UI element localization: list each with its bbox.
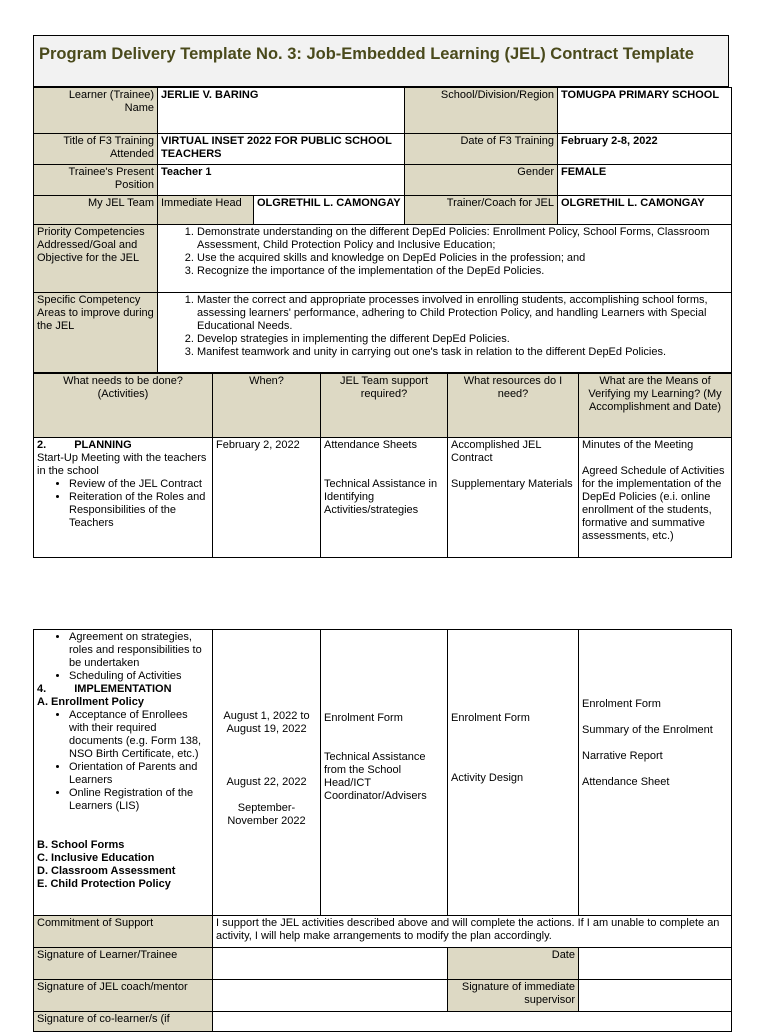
child-protection-item: E. Child Protection Policy (37, 878, 171, 890)
gender-label: Gender (405, 165, 558, 196)
list-item: • Acceptance of Enrollees with their required documents (e.g. Form 138, NSO Birth Certificate, etc.) (69, 709, 209, 761)
sig-supervisor-field (579, 980, 732, 1012)
planning-support (321, 438, 448, 558)
inclusive-education-item: C. Inclusive Education (37, 852, 155, 864)
specific-label: Specific Competency Areas to improve during the JEL (34, 293, 158, 373)
planning-verify (579, 438, 732, 558)
sig-colearner-field (213, 1012, 732, 1032)
list-item: 3. Recognize the importance of the implementation of the DepEd Policies. (197, 265, 728, 278)
list-item: 1. Demonstrate understanding on the different DepEd Policies: Enrollment Policy, School Forms, Classroom Assessment, Child Protection Policy and Inclusive Education; (197, 226, 728, 252)
support-1: Enrolment Form (324, 712, 403, 724)
list-item: • Review of the JEL Contract (69, 478, 209, 491)
learner-value: JERLIE V. BARING (158, 88, 405, 134)
position-value: Teacher 1 (158, 165, 405, 196)
activities-table (33, 373, 732, 558)
when-2: August 22, 2022 (226, 776, 307, 788)
implementation-support (321, 630, 448, 916)
header-support: JEL Team support required? (321, 374, 448, 438)
list-item: • Agreement on strategies, roles and responsibilities to be undertaken (69, 631, 209, 670)
sig-coach-field (213, 980, 448, 1012)
priority-list-cell (158, 225, 732, 293)
planning-title: PLANNING (74, 439, 132, 451)
planning-verify-2: Agreed Schedule of Activities for the implementation of the DepEd Policies (e.i. online enrollment of the students, formative and summative assessments, etc.) (582, 465, 725, 542)
planning-heading (37, 439, 209, 452)
implementation-title: IMPLEMENTATION (74, 683, 172, 695)
enrollment-heading: A. Enrollment Policy (37, 696, 144, 708)
list-item: • Scheduling of Activities (69, 670, 209, 683)
implementation-verify (579, 630, 732, 916)
implementation-cell (34, 630, 213, 916)
planning-bullets (37, 478, 209, 530)
planning-verify-1: Minutes of the Meeting (582, 439, 694, 451)
planning-when: February 2, 2022 (213, 438, 321, 558)
specific-list-cell (158, 293, 732, 373)
specific-list (161, 294, 728, 359)
sig-colearner-label: Signature of co-learner/s (if (34, 1012, 213, 1032)
commitment-label: Commitment of Support (34, 916, 213, 948)
planning-resource-1: Accomplished JEL Contract (451, 439, 542, 464)
list-item: • Online Registration of the Learners (LIS) (69, 787, 209, 813)
priority-list (161, 226, 728, 278)
list-item: 2. Use the acquired skills and knowledge on DepEd Policies in the profession; and (197, 252, 728, 265)
support-2: Technical Assistance from the School Head/ICT Coordinator/Advisers (324, 751, 427, 802)
resource-1: Enrolment Form (451, 712, 530, 724)
f3-title-value: VIRTUAL INSET 2022 FOR PUBLIC SCHOOL TEACHERS (158, 134, 405, 165)
planning-intro: Start-Up Meeting with the teachers in the school (37, 452, 207, 477)
date-label: Date (448, 948, 579, 980)
f3-date-value: February 2-8, 2022 (558, 134, 732, 165)
verify-2: Summary of the Enrolment (582, 724, 713, 736)
implementation-heading (37, 683, 209, 696)
resource-2: Activity Design (451, 772, 524, 784)
implementation-resources (448, 630, 579, 916)
implementation-when (213, 630, 321, 916)
header-resources: What resources do I need? (448, 374, 579, 438)
coach-label: Trainer/Coach for JEL (405, 196, 558, 225)
school-value: TOMUGPA PRIMARY SCHOOL (558, 88, 732, 134)
sig-coach-label: Signature of JEL coach/mentor (34, 980, 213, 1012)
school-forms-item: B. School Forms (37, 839, 125, 851)
header-verify: What are the Means of Verifying my Learning? (My Accomplishment and Date) (579, 374, 732, 438)
planning-number: 2. (37, 439, 47, 451)
classroom-assessment-item: D. Classroom Assessment (37, 865, 176, 877)
f3-date-label: Date of F3 Training (405, 134, 558, 165)
sig-learner-label: Signature of Learner/Trainee (34, 948, 213, 980)
header-when: When? (213, 374, 321, 438)
gender-value: FEMALE (558, 165, 732, 196)
when-3: September-November 2022 (227, 802, 306, 827)
enrollment-bullets (37, 709, 209, 813)
list-item: • Orientation of Parents and Learners (69, 761, 209, 787)
list-item: 3. Manifest teamwork and unity in carrying out one's task in relation to the different DepEd Policies. (197, 346, 728, 359)
sig-learner-field (213, 948, 448, 980)
f3-title-label: Title of F3 Training Attended (34, 134, 158, 165)
planning-cell (34, 438, 213, 558)
activities-table-continued (33, 629, 732, 1032)
date-field (579, 948, 732, 980)
implementation-number: 4. (37, 683, 47, 695)
position-label: Trainee's Present Position (34, 165, 158, 196)
planning-resources (448, 438, 579, 558)
verify-1: Enrolment Form (582, 698, 661, 710)
continued-bullets (37, 631, 209, 683)
team-label: My JEL Team (34, 196, 158, 225)
page-title: Program Delivery Template No. 3: Job-Embedded Learning (JEL) Contract Template (33, 35, 729, 87)
when-1: August 1, 2022 to August 19, 2022 (223, 710, 310, 735)
priority-label: Priority Competencies Addressed/Goal and Objective for the JEL (34, 225, 158, 293)
school-label: School/Division/Region (405, 88, 558, 134)
list-item: • Reiteration of the Roles and Responsibilities of the Teachers (69, 491, 209, 530)
coach-value: OLGRETHIL L. CAMONGAY (558, 196, 732, 225)
sig-supervisor-label: Signature of immediate supervisor (448, 980, 579, 1012)
list-item: 2. Develop strategies in implementing the different DepEd Policies. (197, 333, 728, 346)
planning-resource-2: Supplementary Materials (451, 478, 573, 490)
head-value: OLGRETHIL L. CAMONGAY (254, 196, 405, 225)
info-table (33, 87, 732, 373)
commitment-text: I support the JEL activities described above and will complete the actions. If I am unable to complete an activity, I will help make arrangements to modify the plan accordingly. (213, 916, 732, 948)
verify-4: Attendance Sheet (582, 776, 670, 788)
planning-support-2: Technical Assistance in Identifying Activities/strategies (324, 478, 438, 516)
planning-support-1: Attendance Sheets (324, 439, 417, 451)
learner-label: Learner (Trainee) Name (34, 88, 158, 134)
list-item: 1. Master the correct and appropriate processes involved in enrolling students, accomplishing school forms, assessing learners' performance, adhering to Child Protection Policy, and handling Learners with Special Educational Needs. (197, 294, 728, 333)
head-label: Immediate Head (158, 196, 254, 225)
header-activities: What needs to be done? (Activities) (34, 374, 213, 438)
verify-3: Narrative Report (582, 750, 663, 762)
